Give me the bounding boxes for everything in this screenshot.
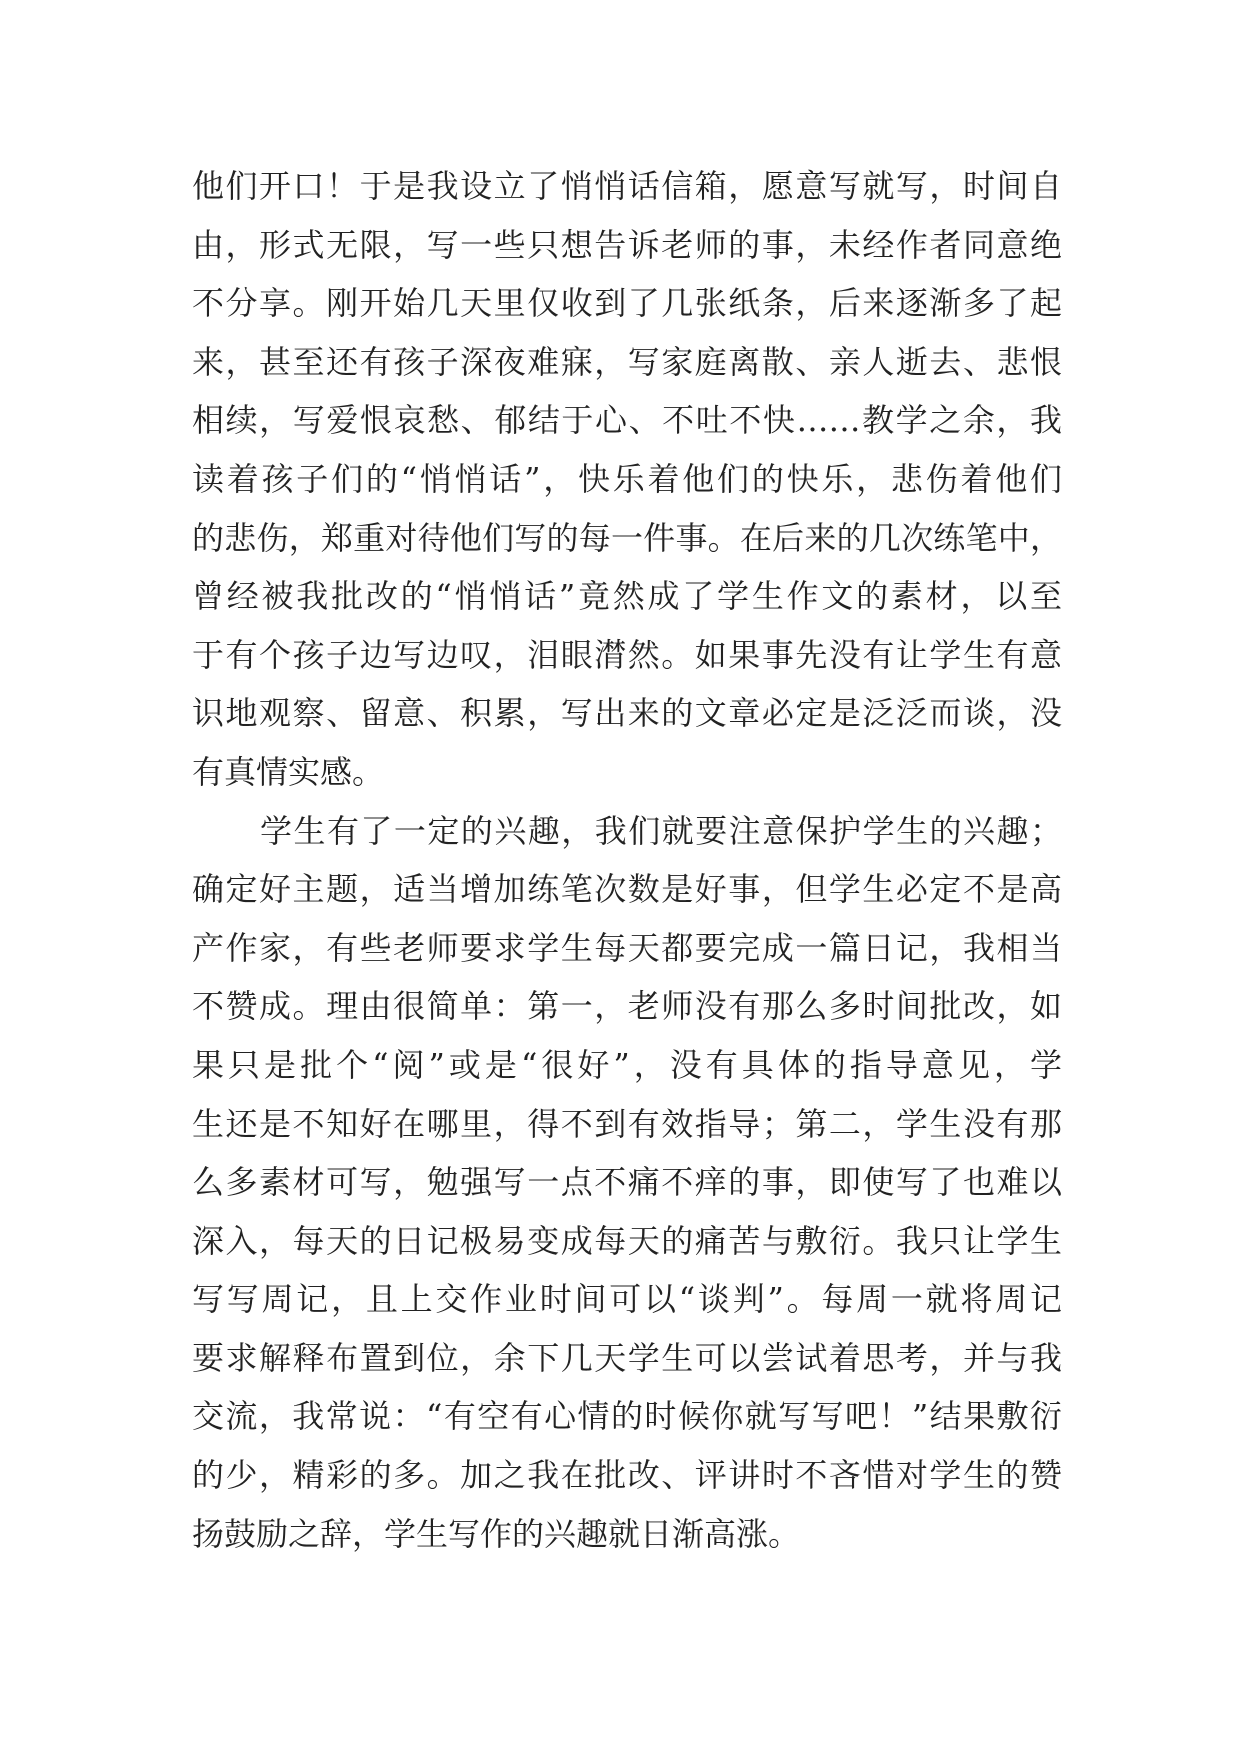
text-line: 写写周记，且上交作业时间可以“谈判”。每周一就将周记 <box>192 1280 1062 1319</box>
text-line-last: 扬鼓励之辞，学生写作的兴趣就日渐高涨。 <box>192 1514 801 1553</box>
text-line: 产作家，有些老师要求学生每天都要完成一篇日记，我相当 <box>192 928 1062 967</box>
text-line: 的悲伤，郑重对待他们写的每一件事。在后来的几次练笔中， <box>192 518 1062 557</box>
text-line: 来，甚至还有孩子深夜难寐，写家庭离散、亲人逝去、悲恨 <box>192 342 1062 381</box>
text-line: 不赞成。理由很简单：第一，老师没有那么多时间批改，如 <box>192 987 1062 1026</box>
text-line: 么多素材可写，勉强写一点不痛不痒的事，即使写了也难以 <box>192 1163 1062 1202</box>
paragraph-2 <box>192 802 1062 1564</box>
body-text <box>192 157 1062 1563</box>
text-line: 深入，每天的日记极易变成每天的痛苦与敷衍。我只让学生 <box>192 1221 1062 1260</box>
text-line: 要求解释布置到位，余下几天学生可以尝试着思考，并与我 <box>192 1338 1062 1377</box>
text-line: 的少，精彩的多。加之我在批改、评讲时不吝惜对学生的赞 <box>192 1456 1062 1495</box>
text-line: 由，形式无限，写一些只想告诉老师的事，未经作者同意绝 <box>192 225 1062 264</box>
text-line: 不分享。刚开始几天里仅收到了几张纸条，后来逐渐多了起 <box>192 284 1062 323</box>
text-line-first: 学生有了一定的兴趣，我们就要注意保护学生的兴趣； <box>260 811 1062 850</box>
text-line: 于有个孩子边写边叹，泪眼潸然。如果事先没有让学生有意 <box>192 635 1062 674</box>
text-line-last: 有真情实感。 <box>192 752 385 791</box>
text-line: 生还是不知好在哪里，得不到有效指导；第二，学生没有那 <box>192 1104 1062 1143</box>
text-line: 确定好主题，适当增加练笔次数是好事，但学生必定不是高 <box>192 870 1062 909</box>
text-line: 果只是批个“阅”或是“很好”，没有具体的指导意见，学 <box>192 1045 1062 1084</box>
text-line: 相续，写爱恨哀愁、郁结于心、不吐不快……教学之余，我 <box>192 401 1062 440</box>
text-line: 交流，我常说：“有空有心情的时候你就写写吧！”结果敷衍 <box>192 1397 1062 1436</box>
paragraph-1 <box>192 157 1062 802</box>
text-line: 读着孩子们的“悄悄话”，快乐着他们的快乐，悲伤着他们 <box>192 459 1062 498</box>
text-line: 识地观察、留意、积累，写出来的文章必定是泛泛而谈，没 <box>192 694 1062 733</box>
text-line: 他们开口！于是我设立了悄悄话信箱，愿意写就写，时间自 <box>192 167 1062 205</box>
text-line: 曾经被我批改的“悄悄话”竟然成了学生作文的素材，以至 <box>192 577 1062 616</box>
